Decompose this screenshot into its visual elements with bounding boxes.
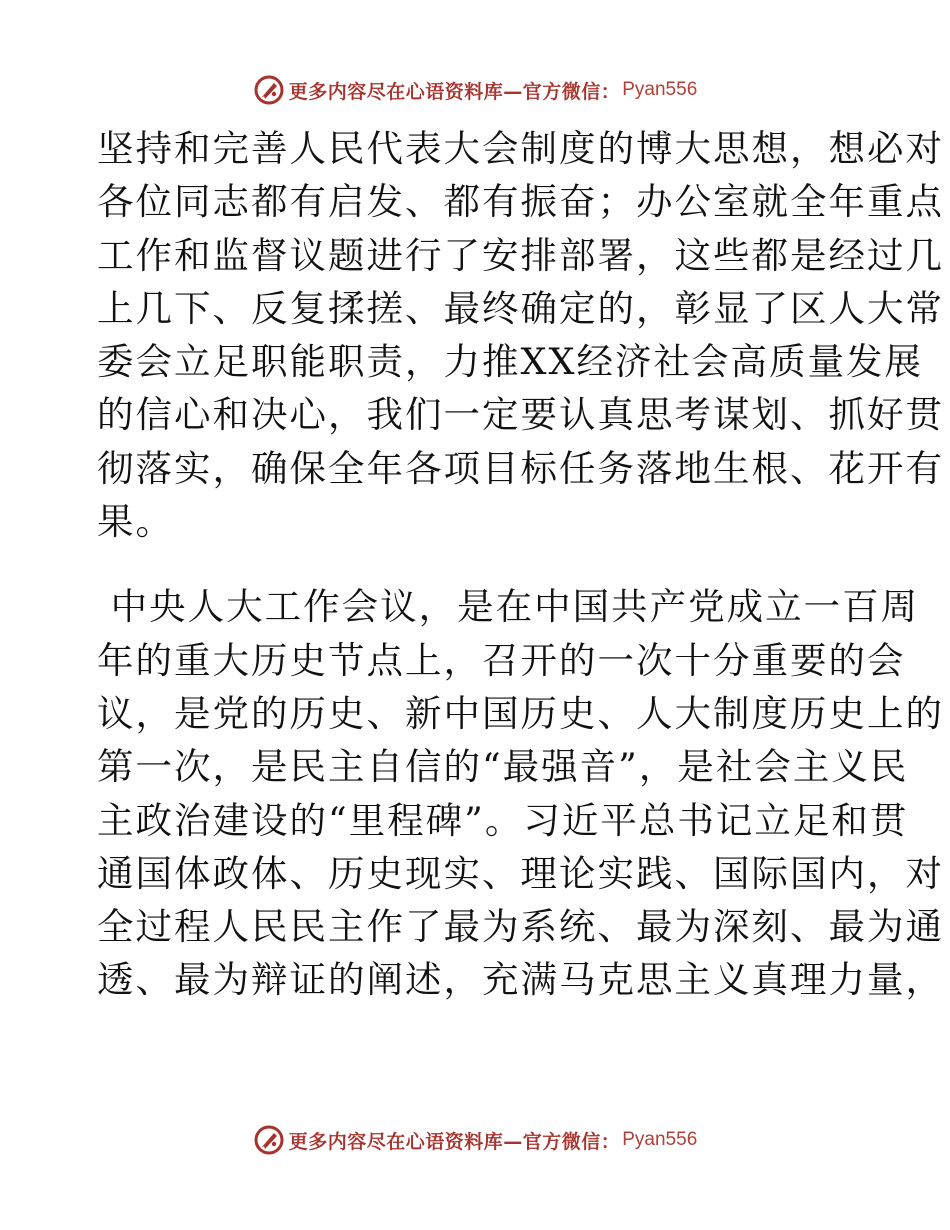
text-line: 工作和监督议题进行了安排部署，这些都是经过几 [97,233,944,277]
text-line: 果。 [97,500,174,544]
text-line: 彻落实，确保全年各项目标任务落地生根、花开有 [97,446,944,490]
paragraph-spacer [97,548,857,580]
text-line: 的信心和决心，我们一定要认真思考谋划、抓好贯 [97,393,944,437]
document-body [97,122,944,1007]
watermark-text: 更多内容尽在心语资料库—官方微信： [288,80,621,103]
text-line: 中央人大工作会议，是在中国共产党成立一百周 [97,585,920,629]
text-line: 坚持和完善人民代表大会制度的博大思想，想必对 [97,127,944,170]
text-line: 议，是党的历史、新中国历史、人大制度历史上的 [97,691,944,735]
pen-seal-icon [253,1124,285,1156]
text-line: 主政治建设的“里程碑”。习近平总书记立足和贯 [97,798,909,842]
text-line: 上几下、反复揉搓、最终确定的，彰显了区人大常 [97,286,944,330]
text-line: 透、最为辩证的阐述，充满马克思主义真理力量， [97,958,944,1002]
text-line: 第一次，是民主自信的“最强音”，是社会主义民 [97,745,909,789]
watermark-text: 更多内容尽在心语资料库—官方微信： [288,1130,621,1153]
text-line: 通国体政体、历史现实、理论实践、国际国内，对 [97,851,944,895]
pen-seal-icon [253,74,285,106]
footer-watermark [0,1120,950,1160]
text-line: 年的重大历史节点上，召开的一次十分重要的会 [97,638,906,682]
text-line: 全过程人民民主作了最为系统、最为深刻、最为通 [97,905,944,949]
watermark-wechat-id: Pyan556 [622,1129,698,1150]
text-line: 各位同志都有启发、都有振奋；办公室就全年重点 [97,180,944,224]
paragraph [97,122,944,548]
text-line: 委会立足职能职责，力推XX经济社会高质量发展 [97,340,923,384]
header-watermark [0,70,950,110]
watermark-wechat-id: Pyan556 [622,79,698,100]
paragraph [97,580,944,1006]
